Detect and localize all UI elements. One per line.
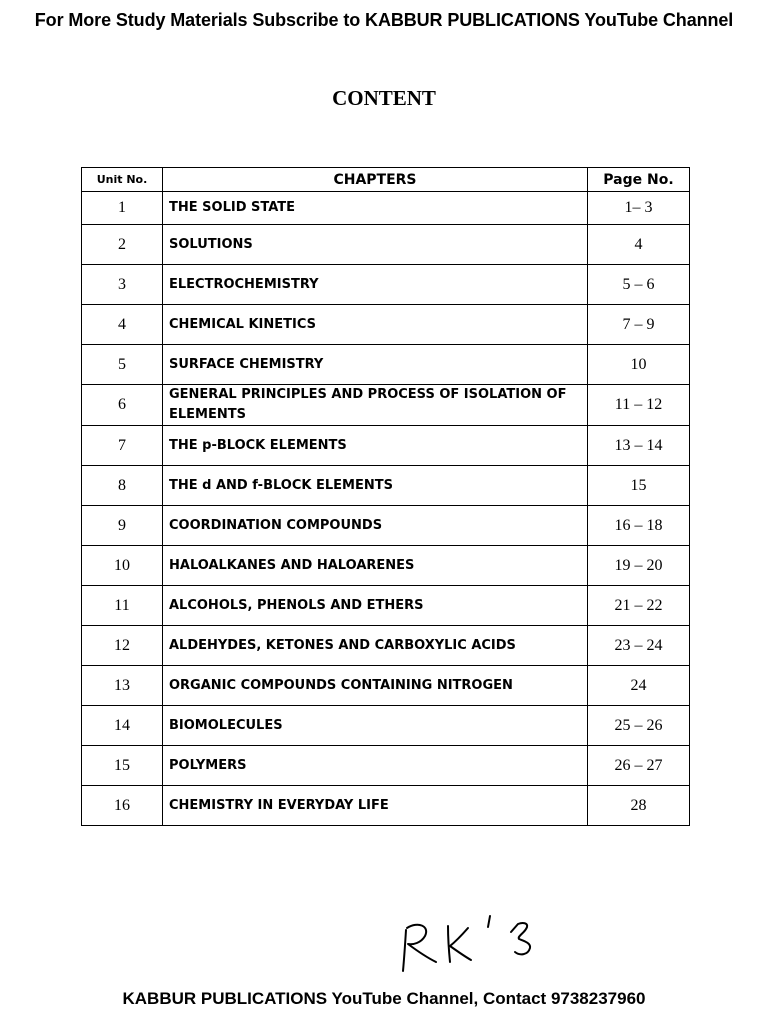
chapter-title: GENERAL PRINCIPLES AND PROCESS OF ISOLATION OF ELEMENTS xyxy=(163,385,588,426)
unit-number: 8 xyxy=(82,466,163,506)
contents-table xyxy=(81,167,690,826)
chapter-title: BIOMOLECULES xyxy=(163,706,588,746)
table-header-row xyxy=(82,168,690,192)
page-range: 15 xyxy=(588,466,690,506)
table-row xyxy=(82,626,690,666)
table-row xyxy=(82,466,690,506)
page-range: 24 xyxy=(588,666,690,706)
signature xyxy=(398,908,568,983)
page-range: 25 – 26 xyxy=(588,706,690,746)
page-range: 7 – 9 xyxy=(588,305,690,345)
page-range: 5 – 6 xyxy=(588,265,690,305)
unit-number: 15 xyxy=(82,746,163,786)
table-row xyxy=(82,786,690,826)
chapter-title: THE p-BLOCK ELEMENTS xyxy=(163,426,588,466)
page-range: 13 – 14 xyxy=(588,426,690,466)
chapters-column-header: CHAPTERS xyxy=(163,168,588,192)
page-range: 11 – 12 xyxy=(588,385,690,426)
table-row xyxy=(82,666,690,706)
chapter-title: ELECTROCHEMISTRY xyxy=(163,265,588,305)
page-range: 26 – 27 xyxy=(588,746,690,786)
unit-number: 1 xyxy=(82,192,163,225)
unit-number: 4 xyxy=(82,305,163,345)
unit-number: 13 xyxy=(82,666,163,706)
table-row xyxy=(82,225,690,265)
page-range: 23 – 24 xyxy=(588,626,690,666)
unit-number: 11 xyxy=(82,586,163,626)
top-banner: For More Study Materials Subscribe to KABBUR PUBLICATIONS YouTube Channel xyxy=(34,10,734,30)
unit-number: 12 xyxy=(82,626,163,666)
chapter-title: SURFACE CHEMISTRY xyxy=(163,345,588,385)
page-range: 4 xyxy=(588,225,690,265)
page-range: 10 xyxy=(588,345,690,385)
chapter-title: ORGANIC COMPOUNDS CONTAINING NITROGEN xyxy=(163,666,588,706)
unit-number: 9 xyxy=(82,506,163,546)
table-row xyxy=(82,192,690,225)
chapter-title: SOLUTIONS xyxy=(163,225,588,265)
table-row xyxy=(82,426,690,466)
chapter-title: THE d AND f-BLOCK ELEMENTS xyxy=(163,466,588,506)
page-range: 28 xyxy=(588,786,690,826)
chapter-title: HALOALKANES AND HALOARENES xyxy=(163,546,588,586)
table-row xyxy=(82,265,690,305)
unit-column-header: Unit No. xyxy=(82,168,163,192)
table-row xyxy=(82,305,690,345)
page-column-header: Page No. xyxy=(588,168,690,192)
table-row xyxy=(82,506,690,546)
unit-number: 3 xyxy=(82,265,163,305)
chapter-title: ALDEHYDES, KETONES AND CARBOXYLIC ACIDS xyxy=(163,626,588,666)
bottom-banner: KABBUR PUBLICATIONS YouTube Channel, Contact 9738237960 xyxy=(122,989,646,1008)
signature-drawing xyxy=(398,908,568,978)
unit-number: 5 xyxy=(82,345,163,385)
chapter-title: THE SOLID STATE xyxy=(163,192,588,225)
table-row xyxy=(82,546,690,586)
unit-number: 2 xyxy=(82,225,163,265)
table-body xyxy=(82,192,690,826)
unit-number: 16 xyxy=(82,786,163,826)
table-row xyxy=(82,746,690,786)
unit-number: 7 xyxy=(82,426,163,466)
table-row xyxy=(82,345,690,385)
chapter-title: COORDINATION COMPOUNDS xyxy=(163,506,588,546)
table-row xyxy=(82,586,690,626)
unit-number: 6 xyxy=(82,385,163,426)
page-range: 19 – 20 xyxy=(588,546,690,586)
chapter-title: CHEMICAL KINETICS xyxy=(163,305,588,345)
chapter-title: ALCOHOLS, PHENOLS AND ETHERS xyxy=(163,586,588,626)
page-range: 21 – 22 xyxy=(588,586,690,626)
chapter-title: CHEMISTRY IN EVERYDAY LIFE xyxy=(163,786,588,826)
page-range: 16 – 18 xyxy=(588,506,690,546)
page-title: CONTENT xyxy=(332,86,436,110)
chapter-title: POLYMERS xyxy=(163,746,588,786)
page-range: 1– 3 xyxy=(588,192,690,225)
unit-number: 14 xyxy=(82,706,163,746)
table-row xyxy=(82,706,690,746)
unit-number: 10 xyxy=(82,546,163,586)
table-row xyxy=(82,385,690,426)
